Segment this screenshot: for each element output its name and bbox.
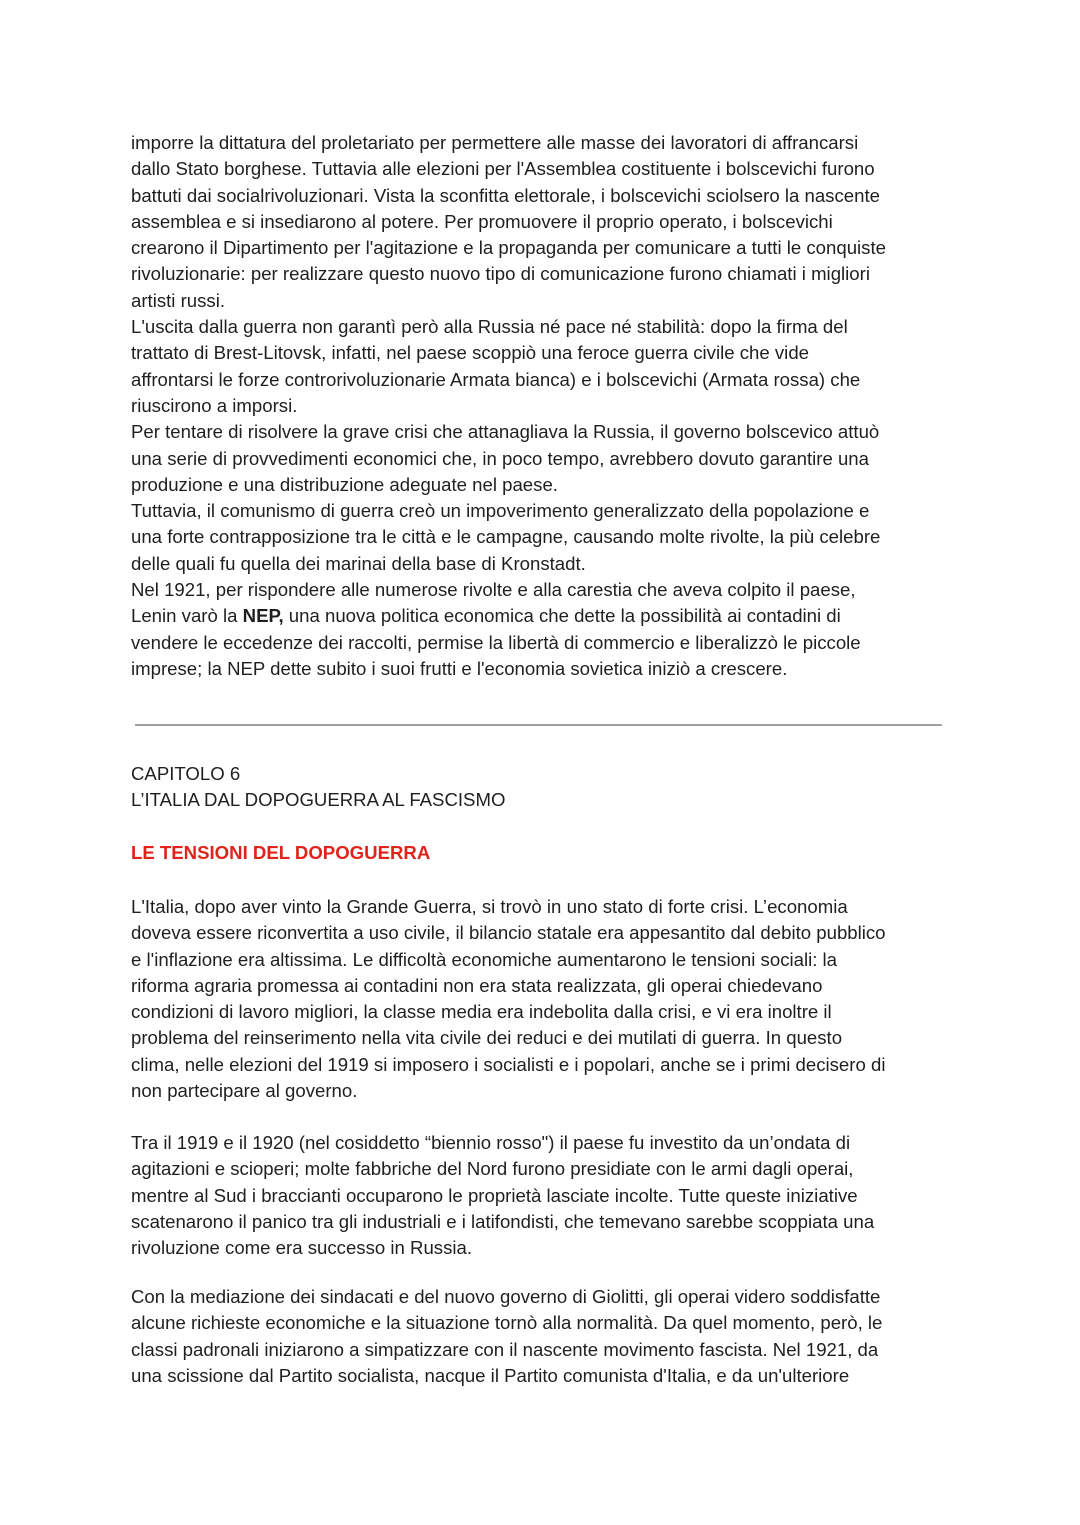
text-line: problema del reinserimento nella vita civile dei reduci e dei mutilati di guerra. In questo	[131, 1027, 843, 1049]
chapter-header	[131, 761, 505, 814]
text: Lenin varò la	[131, 605, 243, 627]
text-line: dallo Stato borghese. Tuttavia alle elezioni per l'Assemblea costituente i bolscevichi furono	[131, 158, 875, 180]
text-line: condizioni di lavoro migliori, la classe media era indebolita dalla crisi, e vi era inoltre il	[131, 1001, 832, 1023]
text-line: delle quali fu quella dei marinai della base di Kronstadt.	[131, 552, 586, 574]
paragraph	[131, 894, 886, 1104]
horizontal-divider	[135, 724, 942, 726]
text-line: agitazioni e scioperi; molte fabbriche del Nord furono presidiate con le armi dagli operai,	[131, 1158, 854, 1180]
text-line: rivoluzionarie: per realizzare questo nuovo tipo di comunicazione furono chiamati i migliori	[131, 263, 870, 285]
paragraph	[131, 1130, 874, 1261]
text-line: una scissione dal Partito socialista, nacque il Partito comunista d'Italia, e da un'ulteriore	[131, 1364, 850, 1386]
text-line: rivoluzione come era successo in Russia.	[131, 1237, 473, 1259]
text-line: non partecipare al governo.	[131, 1080, 358, 1102]
text-line: clima, nelle elezioni del 1919 si imposero i socialisti e i popolari, anche se i primi decisero di	[131, 1053, 886, 1075]
text-line: artisti russi.	[131, 289, 226, 311]
text: una nuova politica economica che dette la possibilità ai contadini di	[283, 605, 841, 627]
section-heading: LE TENSIONI DEL DOPOGUERRA	[131, 842, 431, 863]
text-line: doveva essere riconvertita a uso civile, il bilancio statale era appesantito dal debito pubblico	[131, 922, 886, 944]
nep-term: NEP,	[242, 605, 284, 627]
text-line: una serie di provvedimenti economici che, in poco tempo, avrebbero dovuto garantire una	[131, 447, 869, 469]
text-line: scatenarono il panico tra gli industriali e i latifondisti, che temevano sarebbe scoppiata una	[131, 1210, 875, 1232]
text-line: mentre al Sud i braccianti occuparono le proprietà lasciate incolte. Tutte queste iniziative	[131, 1184, 858, 1206]
text-line: crearono il Dipartimento per l'agitazione e la propaganda per comunicare a tutti le conquiste	[131, 237, 886, 259]
text-line: una forte contrapposizione tra le città e le campagne, causando molte rivolte, la più celebre	[131, 526, 881, 548]
text-line: Per tentare di risolvere la grave crisi che attanagliava la Russia, il governo bolscevico attuò	[131, 421, 880, 443]
text-line: Tra il 1919 e il 1920 (nel cosiddetto “biennio rosso") il paese fu investito da un’ondata di	[131, 1132, 851, 1153]
text-line: classi padronali iniziarono a simpatizzare con il nascente movimento fascista. Nel 1921, da	[131, 1338, 879, 1360]
text-line: battuti dai socialrivoluzionari. Vista la sconfitta elettorale, i bolscevichi sciolsero la nascente	[131, 184, 880, 206]
text-line: imporre la dittatura del proletariato per permettere alle masse dei lavoratori di affrancarsi	[131, 132, 859, 153]
text-line: Con la mediazione dei sindacati e del nuovo governo di Giolitti, gli operai videro soddisfatte	[131, 1286, 881, 1307]
text-line: riforma agraria promessa ai contadini non era stata realizzata, gli operai chiedevano	[131, 974, 823, 996]
text-line: affrontarsi le forze controrivoluzionarie Armata bianca) e i bolscevichi (Armata rossa) che	[131, 368, 861, 390]
text-line: Tuttavia, il comunismo di guerra creò un impoverimento generalizzato della popolazione e	[131, 500, 870, 522]
text-line: e l'inflazione era altissima. Le difficoltà economiche aumentarono le tensioni sociali: la	[131, 948, 838, 970]
text-line: produzione e una distribuzione adeguate nel paese.	[131, 473, 558, 495]
text-line: L'uscita dalla guerra non garantì però alla Russia né pace né stabilità: dopo la firma del	[131, 316, 848, 338]
text-line: L'Italia, dopo aver vinto la Grande Guerra, si trovò in uno stato di forte crisi. L’economia	[131, 896, 848, 917]
text-line: alcune richieste economiche e la situazione tornò alla normalità. Da quel momento, però, le	[131, 1312, 883, 1334]
chapter-title: L’ITALIA DAL DOPOGUERRA AL FASCISMO	[131, 789, 506, 811]
text-line: trattato di Brest-Litovsk, infatti, nel paese scoppiò una feroce guerra civile che vide	[131, 342, 809, 364]
section-russia-text	[131, 130, 886, 682]
text-line: imprese; la NEP dette subito i suoi frutti e l'economia sovietica iniziò a crescere.	[131, 657, 788, 679]
text-line: Nel 1921, per rispondere alle numerose rivolte e alla carestia che aveva colpito il paese,	[131, 579, 856, 601]
text-line: vendere le eccedenze dei raccolti, permise la libertà di commercio e liberalizzò le piccole	[131, 631, 861, 653]
paragraph	[131, 1284, 882, 1389]
nep-line	[131, 603, 886, 629]
text-line: assemblea e si insediarono al potere. Per promuovere il proprio operato, i bolscevichi	[131, 210, 833, 232]
chapter-number: CAPITOLO 6	[131, 763, 241, 784]
text-line: riuscirono a imporsi.	[131, 394, 298, 416]
